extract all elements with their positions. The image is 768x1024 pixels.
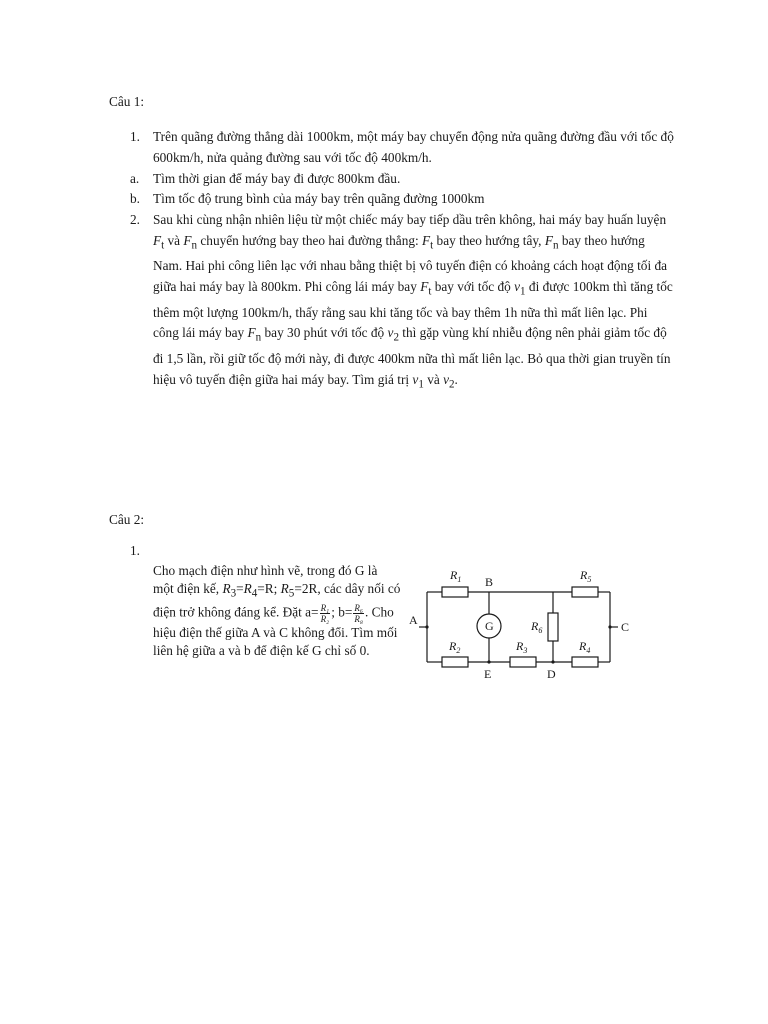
math-var: F xyxy=(153,232,162,248)
resistor-label-r4: $R_4$ xyxy=(579,639,591,655)
text-fragment: bay theo hướng Nam. Hai phi công liên lạc với nhau bằng thiệt bị vô tuyến điện có khoảng cách hoạt động tối đa giữa hai máy bay là 800km. Phi công lái máy bay xyxy=(153,232,668,295)
resistor-r6 xyxy=(548,613,558,641)
text-fragment: và xyxy=(164,232,184,248)
circuit-diagram xyxy=(405,562,635,682)
math-var: v xyxy=(514,279,521,295)
text-fragment: ; b= xyxy=(331,604,353,620)
math-subscript: t xyxy=(430,239,434,252)
question-2-item xyxy=(0,542,753,692)
text-fragment: Tìm tốc độ trung bình của máy bay trên quãng đường 1000km xyxy=(153,191,485,207)
math-subscript: n xyxy=(552,239,559,252)
text-fragment: Trên quãng đường thẳng dài 1000km, một máy bay chuyển động nửa quãng đường đầu với tốc độ 600km/h, nửa quảng đường sau với tốc độ 400km/h. xyxy=(153,129,674,165)
math-var: F xyxy=(422,232,431,248)
question-1-item xyxy=(0,210,676,395)
math-var: R xyxy=(280,581,289,596)
math-subscript: 3 xyxy=(230,587,237,600)
fraction-denominator: R₈ xyxy=(354,613,364,624)
question-2-item-text xyxy=(153,562,401,660)
node-label-a: A xyxy=(409,613,418,627)
math-subscript: 1 xyxy=(520,285,526,298)
math-subscript: n xyxy=(255,332,262,345)
question-1-item xyxy=(0,189,676,210)
circuit-svg xyxy=(405,562,635,682)
math-subscript: t xyxy=(428,285,432,298)
math-var: v xyxy=(387,325,394,341)
math-var: F xyxy=(544,232,553,248)
resistor-label-r3: $R_3$ xyxy=(516,639,528,655)
fraction-b xyxy=(353,603,364,624)
math-subscript: n xyxy=(191,239,198,252)
text-fragment: =R; xyxy=(257,581,281,596)
math-var: F xyxy=(183,232,192,248)
text-fragment: bay với tốc độ xyxy=(431,279,515,295)
math-var: v xyxy=(443,371,449,387)
question-1-item xyxy=(0,127,676,169)
math-subscript: 1 xyxy=(418,378,424,391)
text-fragment: . xyxy=(454,371,458,387)
list-marker: 2. xyxy=(130,212,140,228)
math-var: v xyxy=(412,371,419,387)
resistor-r1 xyxy=(442,587,468,597)
question-1-heading: Câu 1: xyxy=(109,94,145,109)
text-fragment: = xyxy=(236,581,244,596)
resistor-r4 xyxy=(572,657,598,667)
text-fragment: Tìm thời gian để máy bay đi được 800km đầu. xyxy=(153,170,401,186)
fraction-a xyxy=(320,603,331,624)
resistor-label-r5: $R_5$ xyxy=(580,568,592,584)
text-fragment: bay theo hướng tây, xyxy=(433,232,545,248)
node-label-e: E xyxy=(484,667,492,681)
text-fragment: =2R, các dây nối có điện trở không đáng kể. Đặt a= xyxy=(153,581,401,620)
math-subscript: 2 xyxy=(393,332,399,345)
node-label-c: C xyxy=(621,620,630,634)
question-1-list xyxy=(0,127,768,395)
fraction-numerator: R₆ xyxy=(354,602,364,613)
resistor-r3 xyxy=(510,657,536,667)
text-fragment: Sau khi cùng nhận nhiên liệu từ một chiếc máy bay tiếp dầu trên không, hai máy bay huấn luyện xyxy=(153,212,667,228)
resistors xyxy=(442,587,598,667)
text-fragment: . Cho hiệu điện thế giữa A và C không đổi. Tìm mối liên hệ giữa a và b để điện kế G chỉ số 0. xyxy=(153,604,398,658)
text-fragment: Cho mạch điện như hình vẽ, trong đó G là một điện kế, xyxy=(153,563,378,596)
math-var: R xyxy=(222,581,231,596)
galvanometer-label: G xyxy=(485,619,494,633)
question-1-item xyxy=(0,169,676,190)
list-marker: 1. xyxy=(130,129,140,144)
text-fragment: thì gặp vùng khí nhiễu động nên phải giảm tốc độ đi 1,5 lần, rồi giữ tốc độ mới này, đi được 400km nữa thì mất liên lạc. Bỏ qua thời gian truyền tín hiệu vô tuyến điện giữa hai máy bay. Tìm giá trị xyxy=(153,325,671,387)
node-label-d: D xyxy=(547,667,556,681)
resistor-label-r6: $R_6$ xyxy=(531,619,543,635)
resistor-label-r1: $R_1$ xyxy=(450,568,462,584)
list-marker: 1. xyxy=(130,543,140,558)
math-subscript: 2 xyxy=(448,378,455,391)
math-var: R xyxy=(243,581,252,596)
question-2-list xyxy=(0,542,768,692)
text-fragment: chuyển hướng bay theo hai đường thẳng: xyxy=(197,232,423,248)
text-fragment: bay 30 phút với tốc độ xyxy=(261,325,388,341)
text-fragment: và xyxy=(423,371,444,387)
math-var: F xyxy=(420,279,429,295)
math-subscript: 5 xyxy=(288,587,295,600)
math-var: F xyxy=(247,325,256,341)
list-marker: a. xyxy=(130,170,140,186)
resistor-r5 xyxy=(572,587,598,597)
math-subscript: 4 xyxy=(251,587,258,600)
resistor-r2 xyxy=(442,657,468,667)
fraction-denominator: R₂ xyxy=(320,613,330,624)
list-marker: b. xyxy=(130,191,140,207)
text-fragment: đi được 100km thì tăng tốc thêm một lượng 100km/h, thấy rằng sau khi tăng tốc và bay thêm 1h nữa thì mất liên lạc. Phi công lái máy bay xyxy=(153,279,673,341)
node-label-b: B xyxy=(485,575,494,589)
question-2-heading: Câu 2: xyxy=(109,512,145,527)
math-subscript: t xyxy=(161,239,165,252)
fraction-numerator: R₁ xyxy=(320,602,330,613)
resistor-label-r2: $R_2$ xyxy=(449,639,461,655)
